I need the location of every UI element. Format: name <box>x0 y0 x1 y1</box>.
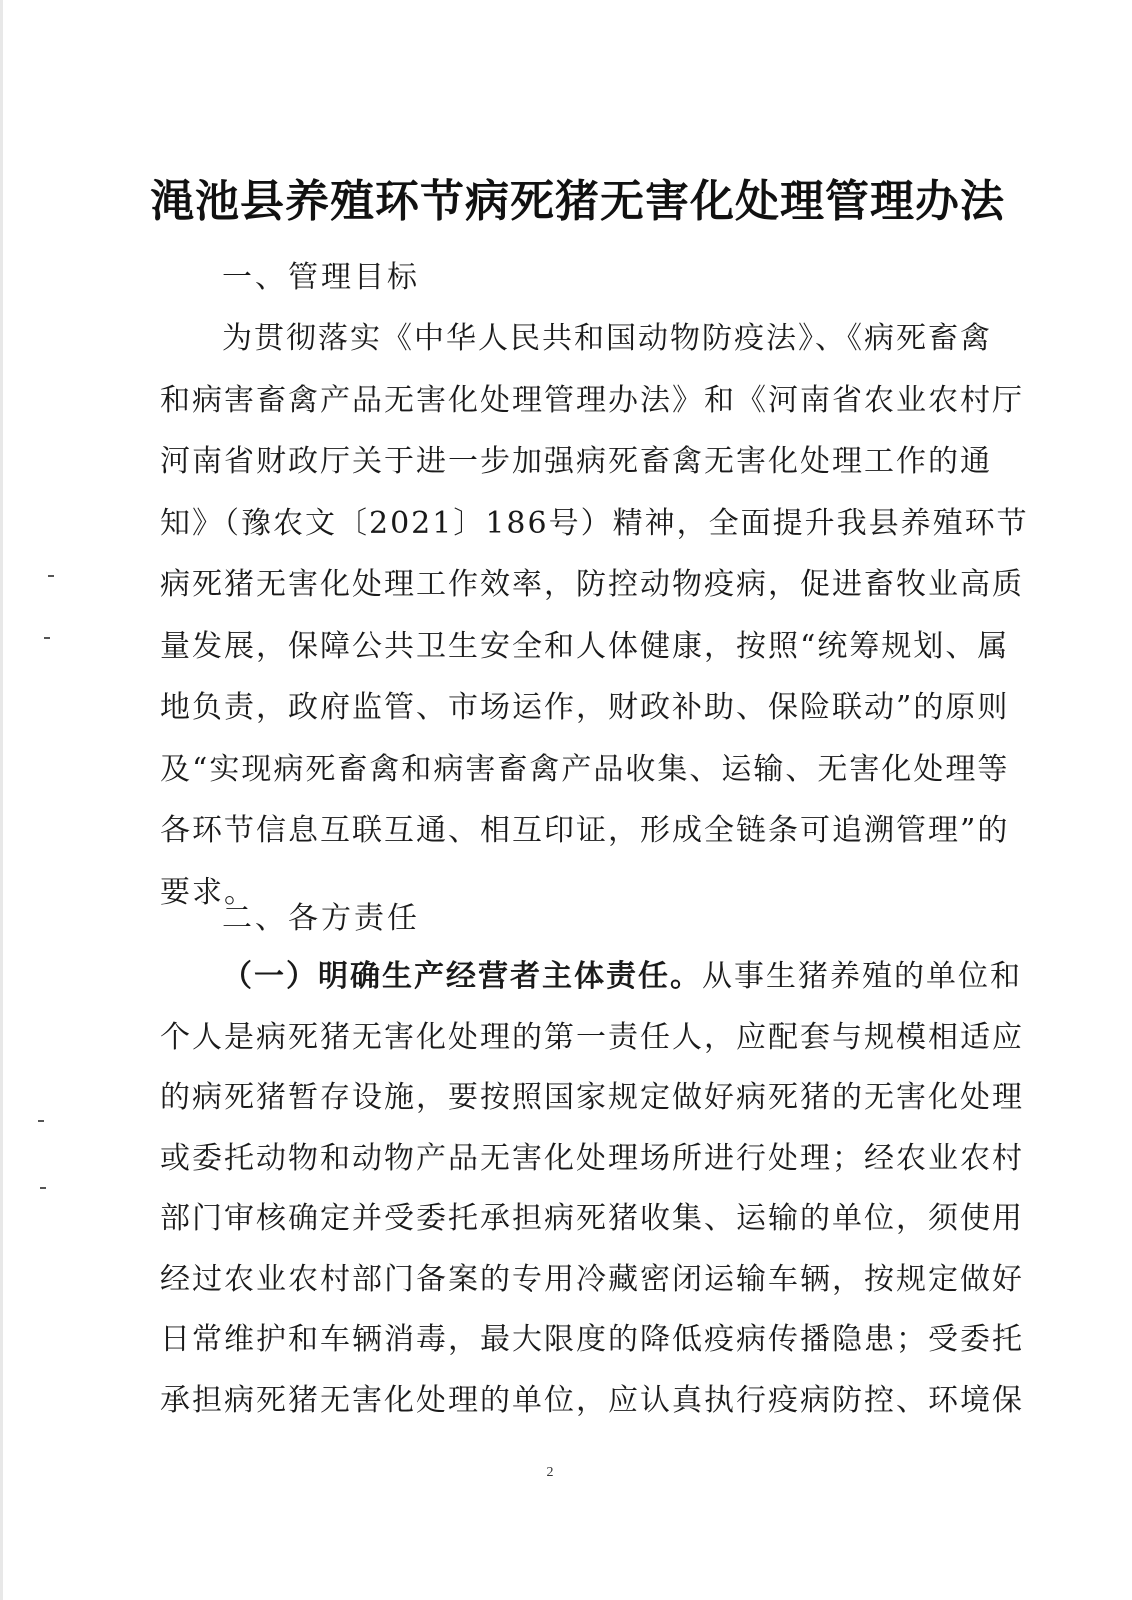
paragraph-line <box>160 947 1022 1008</box>
paragraph-management-goals <box>160 308 1029 923</box>
paragraph-line: 地负责，政府监管、市场运作，财政补助、保险联动”的原则 <box>160 690 1010 725</box>
paragraph-line: 承担病死猪无害化处理的单位，应认真执行疫病防控、环境保 <box>160 1382 1024 1418</box>
section-heading-responsibilities: 二、各方责任 <box>222 901 420 936</box>
section-heading-management-goals: 一、管理目标 <box>222 260 420 295</box>
scan-speck <box>44 637 50 639</box>
subsection-label: （一）明确生产经营者主体责任。 <box>222 959 702 994</box>
paragraph-line: 河南省财政厅关于进一步加强病死畜禽无害化处理工作的通 <box>160 444 992 479</box>
paragraph-line: 部门审核确定并受委托承担病死猪收集、运输的单位，须使用 <box>160 1201 1024 1236</box>
paragraph-line: 要求。 <box>160 874 256 910</box>
paragraph-line: 病死猪无害化处理工作效率，防控动物疫病，促进畜牧业高质 <box>160 567 1024 602</box>
paragraph-line: 经过农业农村部门备案的专用冷藏密闭运输车辆，按规定做好 <box>160 1261 1024 1297</box>
scan-edge-shadow <box>0 0 3 1600</box>
scan-speck <box>40 1187 46 1189</box>
paragraph-producer-responsibility <box>160 947 1024 1431</box>
paragraph-line: 为贯彻落实《中华人民共和国动物防疫法》、《病死畜禽 <box>222 321 992 356</box>
scan-speck <box>38 1120 44 1122</box>
paragraph-line: 知》（豫农文〔2021〕186号）精神，全面提升我县养殖环节 <box>160 505 1029 541</box>
paragraph-line-text: 从事生猪养殖的单位和 <box>702 959 1022 994</box>
paragraph-line: 及“实现病死畜禽和病害畜禽产品收集、运输、无害化处理等 <box>160 751 1010 787</box>
page-title: 渑池县养殖环节病死猪无害化处理管理办法 <box>150 176 1005 227</box>
paragraph-line: 和病害畜禽产品无害化处理管理办法》和《河南省农业农村厅 <box>160 382 1024 418</box>
paragraph-line: 或委托动物和动物产品无害化处理场所进行处理；经农业农村 <box>160 1140 1024 1176</box>
paragraph-line: 个人是病死猪无害化处理的第一责任人，应配套与规模相适应 <box>160 1019 1024 1055</box>
paragraph-line: 各环节信息互联互通、相互印证，形成全链条可追溯管理”的 <box>160 813 1010 848</box>
paragraph-line: 的病死猪暂存设施，要按照国家规定做好病死猪的无害化处理 <box>160 1080 1024 1115</box>
scan-speck <box>48 575 54 577</box>
paragraph-line: 日常维护和车辆消毒，最大限度的降低疫病传播隐患；受委托 <box>160 1322 1024 1357</box>
page-number: 2 <box>546 1465 554 1480</box>
paragraph-line: 量发展，保障公共卫生安全和人体健康，按照“统筹规划、属 <box>160 628 1010 664</box>
